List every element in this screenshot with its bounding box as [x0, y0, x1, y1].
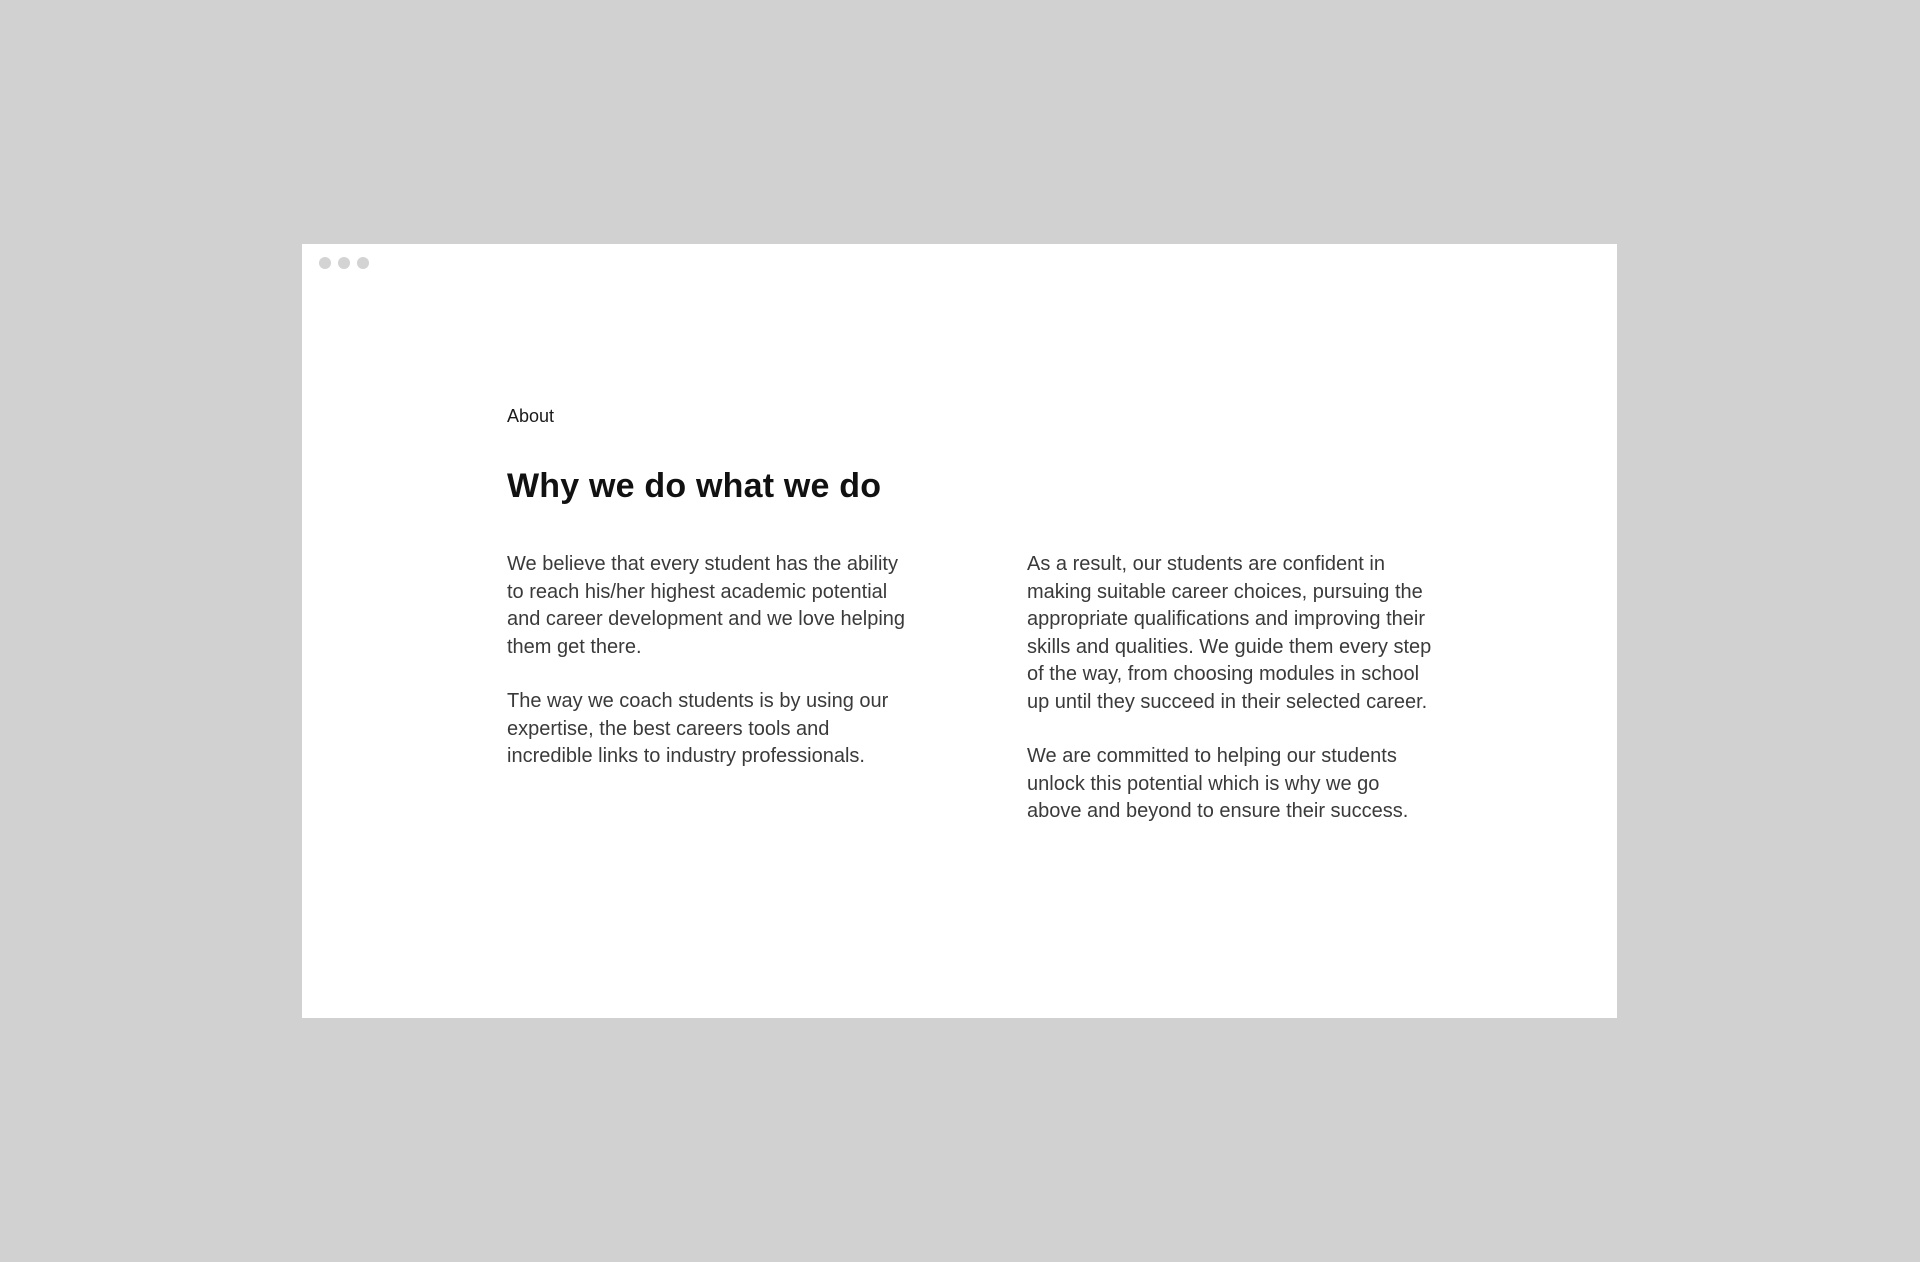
page-title: Why we do what we do: [507, 467, 882, 505]
right-paragraph-1: As a result, our students are confident in making suitable career choices, pursuing the appropriate qualifications and improving their skills and qualities. We guide them every step of the way, from choosing modules in school up until they succeed in their selected career.: [1027, 553, 1432, 713]
about-section: [507, 404, 1467, 891]
right-column: [1027, 551, 1437, 853]
window-maximize-dot-icon[interactable]: [357, 257, 369, 269]
right-paragraph-2: We are committed to helping our students unlock this potential which is why we go above and beyond to ensure their success.: [1027, 745, 1409, 822]
browser-window: [302, 244, 1617, 1018]
window-controls: [319, 257, 369, 269]
window-minimize-dot-icon[interactable]: [338, 257, 350, 269]
section-label: About: [507, 406, 555, 426]
left-paragraph-1: We believe that every student has the ability to reach his/her highest academic potential and career development and we love helping them get there.: [507, 553, 906, 658]
text-columns: [507, 551, 1467, 891]
left-paragraph-2: The way we coach students is by using our expertise, the best careers tools and incredible links to industry professionals.: [507, 690, 889, 767]
window-close-dot-icon[interactable]: [319, 257, 331, 269]
left-column: [507, 551, 917, 798]
